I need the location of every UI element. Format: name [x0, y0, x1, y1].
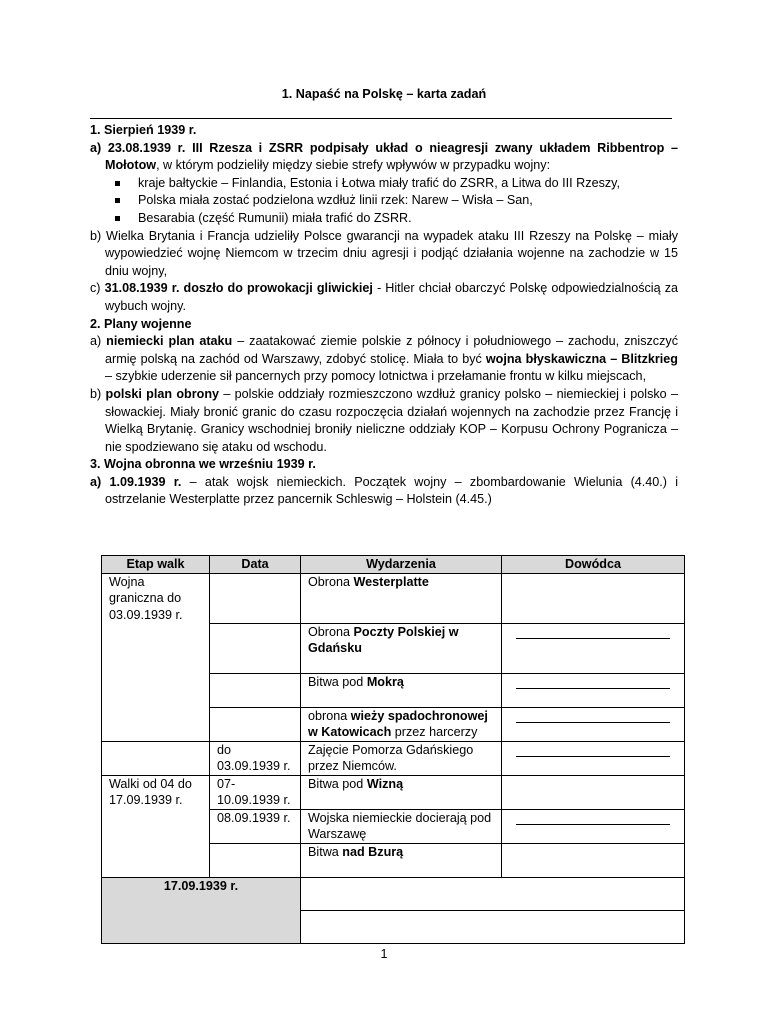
- event-cell: Wojska niemieckie docierają pod Warszawę: [301, 809, 502, 843]
- section-3-item-a: a) 1.09.1939 r. – atak wojsk niemieckich. Początek wojny – zbombardowanie Wielunia (4.40.) i ostrzelanie Westerplatte przez pancernik Schleswig – Holstein (4.45.): [90, 474, 679, 507]
- stage-cell: [102, 741, 210, 775]
- item-a-bold: 23.08.1939 r. III Rzesza i ZSRR podpisały układ o nieagresji zwany układem Ribbentrop – Mołotow: [105, 140, 679, 173]
- september-campaign-table: [101, 555, 685, 944]
- date-cell: [210, 673, 301, 707]
- header-events: Wydarzenia: [301, 556, 502, 574]
- date-cell: 08.09.1939 r.: [210, 809, 301, 843]
- commander-answer-cell[interactable]: [502, 623, 685, 673]
- stage-cell: Wojna graniczna do 03.09.1939 r.: [102, 573, 210, 741]
- header-stage: Etap walk: [102, 556, 210, 574]
- date-cell: do 03.09.1939 r.: [210, 741, 301, 775]
- date-cell: [210, 573, 301, 623]
- section-2-heading: 2. Plany wojenne: [90, 316, 192, 331]
- date-cell: [210, 843, 301, 877]
- bullet-item: Besarabia (część Rumunii) miała trafić do ZSRR.: [90, 210, 678, 228]
- table-row: [102, 775, 685, 809]
- commander-answer-cell[interactable]: [502, 843, 685, 877]
- event-cell: Zajęcie Pomorza Gdańskiego przez Niemców.: [301, 741, 502, 775]
- page-number: 1: [380, 947, 388, 961]
- square-bullet-icon: [115, 198, 120, 203]
- document-body: [90, 122, 678, 509]
- table-row: [102, 573, 685, 623]
- bullet-item: kraje bałtyckie – Finlandia, Estonia i Łotwa miały trafić do ZSRR, a Litwa do III Rzeszy,: [90, 175, 678, 193]
- section-1-item-a: [90, 140, 678, 175]
- answer-line[interactable]: [516, 674, 670, 689]
- answer-line[interactable]: [516, 624, 670, 639]
- final-date-cell: 17.09.1939 r.: [102, 877, 301, 943]
- table-row: [102, 741, 685, 775]
- section-2-item-a: a) niemiecki plan ataku – zaatakować ziemie polskie z północy i południowego – zachodu, zniszczyć armię polską na zachód od Warszawy, zdobyć stolicę. Miała to być wojna błyskawiczna – Blitzkrieg – szybkie uderzenie sił pancernych przy pomocy lotnictwa i przełamanie frontu w kilku miejscach,: [90, 334, 678, 384]
- section-1-item-c: c) 31.08.1939 r. doszło do prowokacji gliwickiej - Hitler chciał obarczyć Polskę odpowiedzialnością za wybuch wojny.: [90, 281, 679, 313]
- final-answer-cell[interactable]: [301, 877, 685, 910]
- event-cell: Bitwa pod Mokrą: [301, 673, 502, 707]
- event-cell: Obrona Poczty Polskiej w Gdańsku: [301, 623, 502, 673]
- header-commander: Dowódca: [502, 556, 685, 574]
- commander-answer-cell[interactable]: [502, 573, 685, 623]
- date-cell: 07-10.09.1939 r.: [210, 775, 301, 809]
- worksheet-title: 1. Napaść na Polskę – karta zadań: [281, 87, 487, 101]
- section-2-item-b: b) polski plan obrony – polskie oddziały rozmieszczono wzdłuż granicy polsko – niemieckiej i polsko – słowackiej. Miały bronić granic do czasu rozpoczęcia działań wojennych na zachodzie przez Francję i Wielką Brytanię. Granicy wschodniej broniły nieliczne oddziały KOP – Korpusu Ochrony Pogranicza – nie spodziewano się ataku od wschodu.: [90, 386, 678, 454]
- bullet-item: Polska miała zostać podzielona wzdłuż linii rzek: Narew – Wisła – San,: [90, 192, 678, 210]
- commander-answer-cell[interactable]: [502, 673, 685, 707]
- date-cell: [210, 623, 301, 673]
- section-1-heading: 1. Sierpień 1939 r.: [90, 123, 197, 137]
- table-row: [102, 877, 685, 910]
- final-answer-cell[interactable]: [301, 910, 685, 943]
- header-date: Data: [210, 556, 301, 574]
- section-3-heading: 3. Wojna obronna we wrześniu 1939 r.: [90, 457, 316, 472]
- event-cell: obrona wieży spadochronowej w Katowicach przez harcerzy: [301, 707, 502, 741]
- section-1-item-b: b) Wielka Brytania i Francja udzieliły Polsce gwarancji na wypadek ataku III Rzeszy na Polskę – miały wypowiedzieć wojnę Niemcom w trzecim dniu agresji i podjąć działania wojenne na zachodzie w 15 dniu wojny,: [90, 228, 678, 278]
- answer-line[interactable]: [516, 742, 670, 757]
- table-header-row: [102, 556, 685, 574]
- event-cell: Bitwa pod Wizną: [301, 775, 502, 809]
- commander-answer-cell[interactable]: [502, 707, 685, 741]
- square-bullet-icon: [115, 216, 120, 221]
- date-cell: [210, 707, 301, 741]
- item-a-text: , w którym podzieliły między siebie strefy wpływów w przypadku wojny:: [156, 158, 551, 173]
- commander-answer-cell[interactable]: [502, 809, 685, 843]
- answer-line[interactable]: [516, 810, 670, 825]
- square-bullet-icon: [115, 181, 120, 186]
- commander-answer-cell[interactable]: [502, 775, 685, 809]
- event-cell: Obrona Westerplatte: [301, 573, 502, 623]
- event-cell: Bitwa nad Bzurą: [301, 843, 502, 877]
- answer-line[interactable]: [516, 708, 670, 723]
- item-label: a): [90, 140, 102, 155]
- commander-answer-cell[interactable]: [502, 741, 685, 775]
- stage-cell: Walki od 04 do 17.09.1939 r.: [102, 775, 210, 877]
- title-underline: [90, 104, 672, 119]
